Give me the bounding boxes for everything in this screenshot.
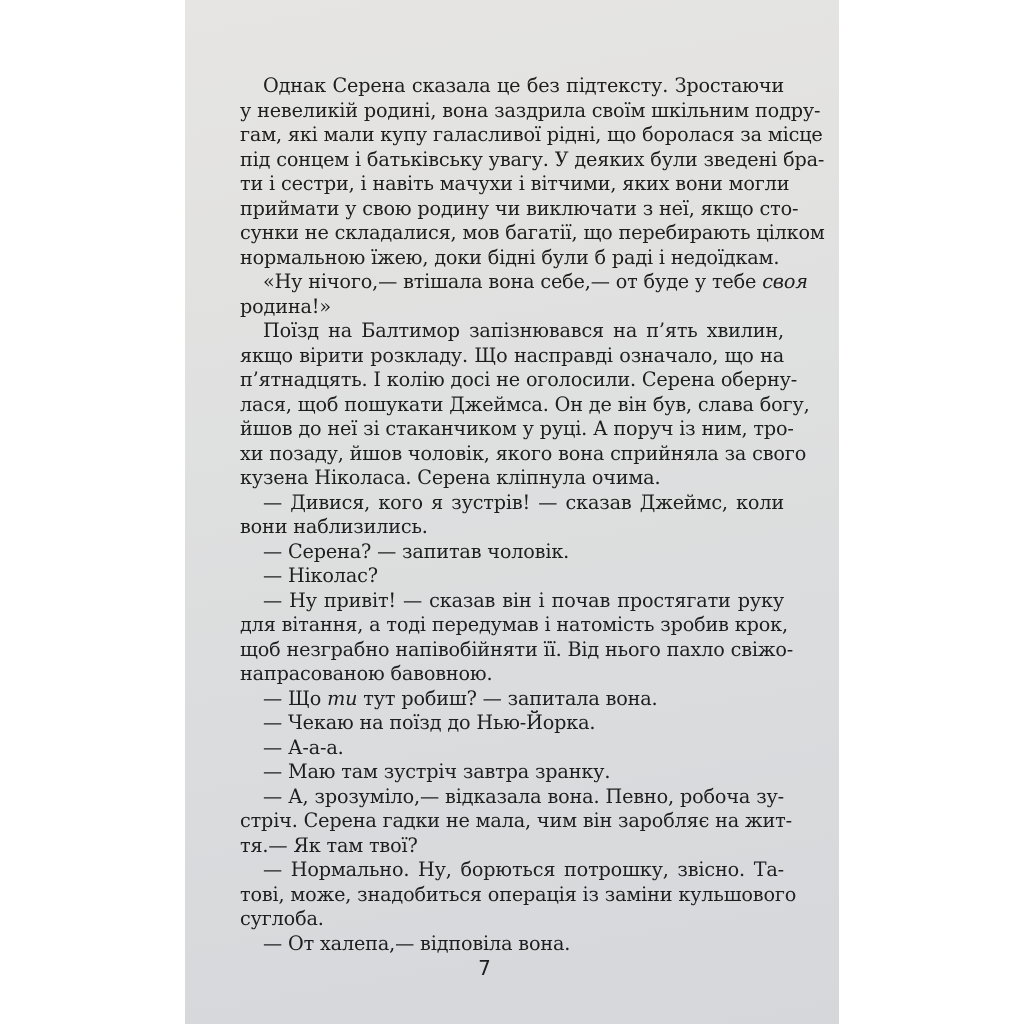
text-line: — Нормально. Ну, борються потрошку, звісно. Та- (263, 858, 784, 881)
text-line: — Чекаю на поїзд до Нью-Йорка. (263, 711, 596, 734)
paragraph (240, 687, 784, 712)
text-line: сунки не складалися, мов багатії, що перебирають цілком (240, 221, 825, 244)
text-line: під сонцем і батьківську увагу. У деяких були зведені бра- (240, 147, 825, 171)
text-line: — Маю там зустріч завтра зранку. (263, 760, 611, 783)
paragraph (240, 858, 797, 932)
emphasized-word: своя (762, 270, 808, 293)
paragraph (240, 540, 784, 565)
text-line: — От халепа,— відповіла вона. (263, 931, 571, 955)
text-line: щоб незграбно напівобійняти її. Від нього пахло свіжо- (240, 637, 794, 661)
text-run: «Ну нічого,— втішала вона себе,— от буде у тебе (263, 270, 763, 293)
paragraph (240, 760, 784, 785)
paragraph (240, 784, 792, 859)
text-line: — Серена? — запитав чоловік. (263, 539, 570, 563)
text-line: йшов до неї зі стаканчиком у руці. А поруч із ним, тро- (240, 417, 794, 440)
text-line: лася, щоб пошукати Джеймса. Он де він був, слава богу, (240, 392, 810, 416)
paragraph (240, 491, 784, 540)
text-line: Поїзд на Балтимор запізнювався на п’ять хвилин, (263, 319, 784, 342)
page-number: 7 (478, 956, 491, 980)
paragraph (240, 74, 825, 270)
text-line: — Ніколас? (263, 564, 378, 587)
book-page (185, 0, 839, 1024)
text-line: тя.— Як там твої? (240, 833, 418, 857)
text-run: тут робиш? — запитала вона. (357, 686, 658, 710)
text-line: у невеликій родині, вона заздрила своїм шкільним подру- (240, 98, 821, 122)
text-run: — Що (263, 686, 328, 710)
text-line: гам, які мали купу галасливої рідні, що боролася за місце (240, 123, 823, 146)
text-line: хи позаду, йшов чоловік, якого вона сприйняла за свого (240, 441, 807, 465)
text-line (240, 270, 808, 295)
text-line: напрасованою бавовною. (240, 662, 493, 685)
page-body-text (240, 74, 825, 956)
text-line: стріч. Серена гадки не мала, чим він заробляє на жит- (240, 809, 792, 832)
text-line: якщо вірити розкладу. Що насправді означало, що на (240, 343, 784, 367)
emphasized-word: ти (327, 686, 358, 710)
paragraph (240, 736, 784, 761)
text-line: — А, зрозуміло,— відказала вона. Певно, робоча зу- (263, 784, 784, 808)
text-line: для вітання, а тоді передумав і натомість зробив крок, (240, 613, 788, 636)
text-line: вони наблизились. (240, 515, 428, 538)
text-line: родина!» (240, 294, 331, 318)
paragraph (240, 932, 784, 957)
text-line: тові, може, знадобиться операція із заміни кульшового (240, 882, 797, 906)
text-line: ти і сестри, і навіть мачухи і вітчими, яких вони могли (240, 172, 790, 195)
text-line: п’ятнадцять. І колію досі не оголосили. Серена оберну- (240, 368, 798, 391)
text-line: приймати у свою родину чи виключати з неї, якщо сто- (240, 196, 799, 220)
text-line (240, 687, 784, 712)
text-line: — Ну привіт! — сказав він і почав простягати руку (263, 588, 784, 612)
text-line: кузена Ніколаса. Серена кліпнула очима. (240, 466, 661, 489)
text-line: — Дивися, кого я зустрів! — сказав Джеймс, коли (263, 490, 784, 514)
paragraph (240, 564, 784, 589)
text-line: Однак Серена сказала це без підтексту. Зростаючи (263, 74, 784, 97)
text-line: суглоба. (240, 907, 324, 930)
paragraph (240, 270, 808, 319)
paragraph (240, 319, 810, 491)
text-line: — А-а-а. (263, 735, 344, 759)
paragraph (240, 588, 794, 687)
paragraph (240, 711, 784, 736)
text-line: нормальною їжею, доки бідні були б раді і недоїдкам. (240, 245, 780, 269)
